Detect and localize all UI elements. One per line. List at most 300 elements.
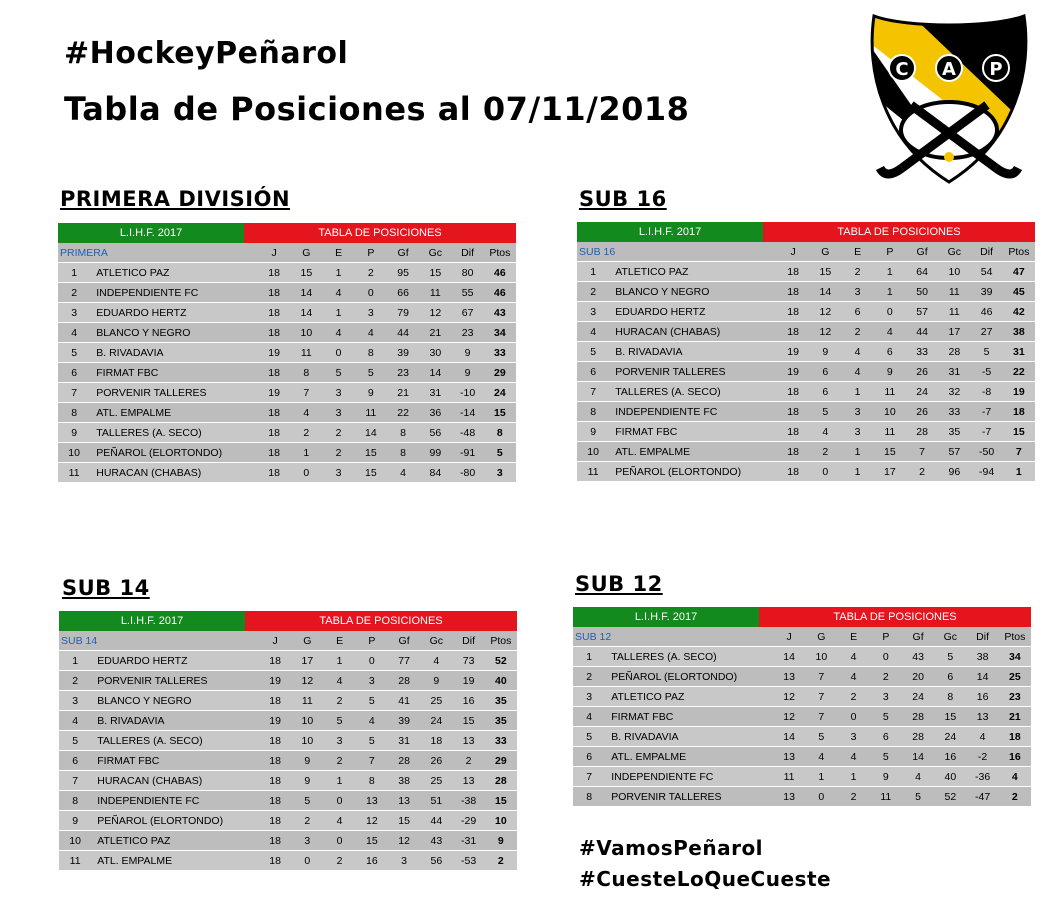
team-name-cell: EDUARDO HERTZ: [91, 651, 259, 671]
table-row: [577, 322, 1035, 342]
stat-cell: 56: [420, 851, 452, 871]
stat-cell: 2: [841, 322, 873, 342]
stat-cell: 2: [323, 691, 355, 711]
stat-cell: 5: [809, 402, 841, 422]
stat-cell: 23: [387, 363, 419, 383]
stat-cell: 13: [356, 791, 388, 811]
stat-cell: 80: [451, 263, 483, 283]
logo-letter-c: C: [895, 59, 909, 80]
stat-cell: 7: [356, 751, 388, 771]
position-cell: 11: [577, 462, 609, 482]
stat-cell: -38: [452, 791, 484, 811]
stat-cell: 15: [355, 443, 387, 463]
column-header: E: [323, 631, 355, 651]
stat-cell: 0: [291, 851, 323, 871]
stat-cell: 18: [258, 363, 290, 383]
team-name-cell: HURACAN (CHABAS): [90, 463, 258, 483]
column-header: P: [355, 243, 387, 263]
stat-cell: 13: [773, 747, 805, 767]
stat-cell: 5: [902, 787, 934, 807]
column-header: G: [290, 243, 322, 263]
stat-cell: -47: [966, 787, 998, 807]
position-cell: 3: [58, 303, 90, 323]
stat-cell: 4: [323, 811, 355, 831]
stat-cell: 5: [870, 747, 902, 767]
stat-cell: 10: [291, 711, 323, 731]
points-cell: 25: [999, 667, 1031, 687]
points-cell: 34: [999, 647, 1031, 667]
position-cell: 3: [59, 691, 91, 711]
points-cell: 10: [485, 811, 517, 831]
stat-cell: 99: [419, 443, 451, 463]
stat-cell: 5: [870, 707, 902, 727]
stat-cell: 19: [777, 342, 809, 362]
stat-cell: 5: [805, 727, 837, 747]
points-cell: 1: [1003, 462, 1035, 482]
stat-cell: 2: [870, 667, 902, 687]
stat-cell: 14: [290, 303, 322, 323]
stat-cell: 18: [259, 751, 291, 771]
stat-cell: 9: [451, 343, 483, 363]
team-name-cell: B. RIVADAVIA: [609, 342, 777, 362]
stat-cell: 2: [322, 423, 354, 443]
team-name-cell: ATL. EMPALME: [605, 747, 773, 767]
position-cell: 8: [58, 403, 90, 423]
stat-cell: 28: [902, 707, 934, 727]
stat-cell: 17: [938, 322, 970, 342]
standings-table-primera: [58, 223, 516, 483]
stat-cell: 18: [777, 322, 809, 342]
stat-cell: 2: [291, 811, 323, 831]
stat-cell: 9: [451, 363, 483, 383]
table-row: [577, 302, 1035, 322]
points-cell: 8: [484, 423, 516, 443]
stat-cell: 9: [809, 342, 841, 362]
position-cell: 8: [577, 402, 609, 422]
stat-cell: 3: [323, 731, 355, 751]
stat-cell: 7: [906, 442, 938, 462]
table-header-bar: [58, 223, 516, 243]
stat-cell: 18: [777, 382, 809, 402]
team-name-cell: PEÑAROL (ELORTONDO): [609, 462, 777, 482]
team-name-cell: ATLETICO PAZ: [90, 263, 258, 283]
stat-cell: 5: [323, 711, 355, 731]
stat-cell: 57: [906, 302, 938, 322]
position-cell: 10: [58, 443, 90, 463]
stat-cell: 19: [258, 343, 290, 363]
division-label: SUB 12: [573, 627, 773, 647]
position-cell: 6: [58, 363, 90, 383]
points-cell: 29: [484, 363, 516, 383]
points-cell: 35: [485, 691, 517, 711]
stat-cell: 79: [387, 303, 419, 323]
stat-cell: 18: [258, 463, 290, 483]
table-row: [59, 751, 517, 771]
division-label: PRIMERA: [58, 243, 258, 263]
table-row: [59, 811, 517, 831]
stat-cell: -8: [970, 382, 1002, 402]
stat-cell: 32: [938, 382, 970, 402]
stat-cell: 10: [805, 647, 837, 667]
column-header: G: [809, 242, 841, 262]
table-row: [577, 282, 1035, 302]
stat-cell: 28: [902, 727, 934, 747]
points-cell: 42: [1003, 302, 1035, 322]
stat-cell: 8: [356, 771, 388, 791]
position-cell: 11: [58, 463, 90, 483]
stat-cell: 2: [323, 751, 355, 771]
stat-cell: 39: [387, 343, 419, 363]
position-cell: 6: [573, 747, 605, 767]
stat-cell: 2: [355, 263, 387, 283]
stat-cell: 13: [388, 791, 420, 811]
stat-cell: 16: [966, 687, 998, 707]
section-title-sub14: SUB 14: [62, 576, 150, 600]
stat-cell: 2: [837, 687, 869, 707]
stat-cell: 6: [809, 362, 841, 382]
stat-cell: -29: [452, 811, 484, 831]
stat-cell: 24: [906, 382, 938, 402]
stat-cell: 36: [419, 403, 451, 423]
points-cell: 7: [1003, 442, 1035, 462]
stat-cell: 11: [290, 343, 322, 363]
stat-cell: 9: [291, 771, 323, 791]
table-row: [577, 262, 1035, 282]
stat-cell: 28: [388, 751, 420, 771]
table-row: [58, 323, 516, 343]
stat-cell: 3: [291, 831, 323, 851]
stat-cell: 1: [805, 767, 837, 787]
stat-cell: -36: [966, 767, 998, 787]
column-header: Gf: [906, 242, 938, 262]
stat-cell: 11: [291, 691, 323, 711]
points-cell: 15: [485, 791, 517, 811]
team-name-cell: ATLETICO PAZ: [91, 831, 259, 851]
team-name-cell: ATL. EMPALME: [90, 403, 258, 423]
stat-cell: 18: [258, 323, 290, 343]
section-title-sub16: SUB 16: [579, 187, 667, 211]
standings-label: TABLA DE POSICIONES: [244, 223, 516, 243]
table-row: [577, 382, 1035, 402]
column-header: Ptos: [485, 631, 517, 651]
stat-cell: 18: [258, 423, 290, 443]
table-row: [59, 851, 517, 871]
stat-cell: 22: [387, 403, 419, 423]
stat-cell: 4: [805, 747, 837, 767]
table-row: [573, 647, 1031, 667]
stat-cell: 1: [322, 303, 354, 323]
stat-cell: 41: [388, 691, 420, 711]
team-name-cell: B. RIVADAVIA: [605, 727, 773, 747]
stat-cell: 7: [805, 687, 837, 707]
team-name-cell: HURACAN (CHABAS): [91, 771, 259, 791]
stat-cell: 3: [388, 851, 420, 871]
points-cell: 46: [484, 283, 516, 303]
stat-cell: 38: [388, 771, 420, 791]
stat-cell: 8: [290, 363, 322, 383]
stat-cell: 3: [841, 402, 873, 422]
stat-cell: 3: [837, 727, 869, 747]
stat-cell: 12: [773, 687, 805, 707]
stat-cell: 18: [258, 443, 290, 463]
team-name-cell: PEÑAROL (ELORTONDO): [605, 667, 773, 687]
position-cell: 8: [573, 787, 605, 807]
stat-cell: 24: [934, 727, 966, 747]
points-cell: 29: [485, 751, 517, 771]
league-label: L.I.H.F. 2017: [577, 222, 763, 242]
team-name-cell: ATL. EMPALME: [91, 851, 259, 871]
points-cell: 23: [999, 687, 1031, 707]
stat-cell: 9: [870, 767, 902, 787]
table-row: [58, 463, 516, 483]
stat-cell: -10: [451, 383, 483, 403]
stat-cell: 27: [970, 322, 1002, 342]
position-cell: 6: [59, 751, 91, 771]
stat-cell: 39: [970, 282, 1002, 302]
stat-cell: 14: [902, 747, 934, 767]
stat-cell: 51: [420, 791, 452, 811]
stat-cell: 13: [452, 771, 484, 791]
stat-cell: 10: [290, 323, 322, 343]
stat-cell: -50: [970, 442, 1002, 462]
position-cell: 9: [58, 423, 90, 443]
stat-cell: 18: [258, 263, 290, 283]
team-name-cell: B. RIVADAVIA: [91, 711, 259, 731]
stat-cell: 0: [837, 707, 869, 727]
stat-cell: 12: [809, 302, 841, 322]
standings-table-sub16: [577, 222, 1035, 482]
points-cell: 19: [1003, 382, 1035, 402]
position-cell: 2: [573, 667, 605, 687]
table-row: [59, 731, 517, 751]
stat-cell: 2: [809, 442, 841, 462]
points-cell: 33: [484, 343, 516, 363]
position-cell: 7: [577, 382, 609, 402]
stat-cell: 18: [777, 422, 809, 442]
stat-cell: 18: [777, 442, 809, 462]
stat-cell: 15: [452, 711, 484, 731]
stat-cell: 43: [420, 831, 452, 851]
stat-cell: 6: [841, 302, 873, 322]
stat-cell: 4: [837, 647, 869, 667]
stat-cell: 1: [841, 382, 873, 402]
position-cell: 10: [59, 831, 91, 851]
points-cell: 15: [1003, 422, 1035, 442]
stat-cell: 1: [841, 442, 873, 462]
stat-cell: 52: [934, 787, 966, 807]
position-cell: 1: [59, 651, 91, 671]
position-cell: 11: [59, 851, 91, 871]
team-name-cell: EDUARDO HERTZ: [90, 303, 258, 323]
column-header: Gc: [938, 242, 970, 262]
table-row: [573, 667, 1031, 687]
stat-cell: 5: [322, 363, 354, 383]
stat-cell: 16: [452, 691, 484, 711]
stat-cell: 11: [870, 787, 902, 807]
stat-cell: 4: [290, 403, 322, 423]
column-header: P: [874, 242, 906, 262]
stat-cell: 1: [323, 651, 355, 671]
points-cell: 21: [999, 707, 1031, 727]
points-cell: 28: [485, 771, 517, 791]
column-header: J: [773, 627, 805, 647]
stat-cell: 1: [290, 443, 322, 463]
stat-cell: 24: [902, 687, 934, 707]
division-label: SUB 16: [577, 242, 777, 262]
points-cell: 40: [485, 671, 517, 691]
stat-cell: 15: [290, 263, 322, 283]
points-cell: 45: [1003, 282, 1035, 302]
stat-cell: 12: [809, 322, 841, 342]
stat-cell: 2: [906, 462, 938, 482]
column-header: E: [322, 243, 354, 263]
column-header: P: [870, 627, 902, 647]
team-name-cell: PORVENIR TALLERES: [91, 671, 259, 691]
stat-cell: 18: [258, 303, 290, 323]
stat-cell: -53: [452, 851, 484, 871]
stat-cell: 5: [356, 691, 388, 711]
stat-cell: 21: [419, 323, 451, 343]
stat-cell: 19: [259, 671, 291, 691]
stat-cell: 26: [420, 751, 452, 771]
stat-cell: 4: [809, 422, 841, 442]
standings-table-sub14: [59, 611, 517, 871]
stat-cell: 8: [387, 443, 419, 463]
stat-cell: 1: [323, 771, 355, 791]
stat-cell: 30: [419, 343, 451, 363]
column-header: Gf: [388, 631, 420, 651]
points-cell: 18: [999, 727, 1031, 747]
column-header-row: [577, 242, 1035, 262]
standings-label: TABLA DE POSICIONES: [245, 611, 517, 631]
team-name-cell: ATL. EMPALME: [609, 442, 777, 462]
table-row: [577, 422, 1035, 442]
stat-cell: 11: [773, 767, 805, 787]
stat-cell: 17: [291, 651, 323, 671]
stat-cell: 15: [419, 263, 451, 283]
column-header: G: [805, 627, 837, 647]
position-cell: 2: [58, 283, 90, 303]
stat-cell: 3: [356, 671, 388, 691]
stat-cell: 3: [322, 403, 354, 423]
stat-cell: 4: [355, 323, 387, 343]
points-cell: 15: [484, 403, 516, 423]
position-cell: 7: [573, 767, 605, 787]
stat-cell: 18: [420, 731, 452, 751]
table-row: [577, 342, 1035, 362]
stat-cell: 15: [874, 442, 906, 462]
stat-cell: -94: [970, 462, 1002, 482]
stat-cell: 15: [934, 707, 966, 727]
team-name-cell: TALLERES (A. SECO): [605, 647, 773, 667]
table-row: [59, 671, 517, 691]
points-cell: 46: [484, 263, 516, 283]
stat-cell: 73: [452, 651, 484, 671]
stat-cell: 23: [451, 323, 483, 343]
stat-cell: 5: [934, 647, 966, 667]
stat-cell: 3: [322, 463, 354, 483]
stat-cell: 17: [874, 462, 906, 482]
team-name-cell: TALLERES (A. SECO): [609, 382, 777, 402]
team-name-cell: HURACAN (CHABAS): [609, 322, 777, 342]
stat-cell: 9: [291, 751, 323, 771]
column-header: G: [291, 631, 323, 651]
stat-cell: 14: [809, 282, 841, 302]
stat-cell: 57: [938, 442, 970, 462]
stat-cell: -7: [970, 402, 1002, 422]
stat-cell: 18: [259, 831, 291, 851]
column-header: E: [841, 242, 873, 262]
stat-cell: 0: [322, 343, 354, 363]
league-label: L.I.H.F. 2017: [59, 611, 245, 631]
column-header: Ptos: [999, 627, 1031, 647]
points-cell: 43: [484, 303, 516, 323]
stat-cell: 28: [388, 671, 420, 691]
stat-cell: 12: [419, 303, 451, 323]
stat-cell: 44: [387, 323, 419, 343]
stat-cell: 6: [809, 382, 841, 402]
stat-cell: 64: [906, 262, 938, 282]
league-label: L.I.H.F. 2017: [58, 223, 244, 243]
stat-cell: 0: [356, 651, 388, 671]
stat-cell: 40: [934, 767, 966, 787]
stat-cell: 18: [777, 262, 809, 282]
stat-cell: 5: [291, 791, 323, 811]
stat-cell: 54: [970, 262, 1002, 282]
team-name-cell: FIRMAT FBC: [605, 707, 773, 727]
stat-cell: 6: [870, 727, 902, 747]
points-cell: 24: [484, 383, 516, 403]
stat-cell: 4: [387, 463, 419, 483]
table-row: [58, 283, 516, 303]
stat-cell: 26: [906, 362, 938, 382]
points-cell: 9: [485, 831, 517, 851]
table-row: [573, 687, 1031, 707]
stat-cell: 18: [777, 402, 809, 422]
section-title-sub12: SUB 12: [575, 572, 663, 596]
stat-cell: 0: [323, 791, 355, 811]
stat-cell: 13: [773, 787, 805, 807]
stat-cell: 18: [259, 651, 291, 671]
stat-cell: 18: [258, 403, 290, 423]
team-name-cell: ATLETICO PAZ: [609, 262, 777, 282]
stat-cell: 18: [259, 691, 291, 711]
stat-cell: 4: [874, 322, 906, 342]
table-row: [58, 363, 516, 383]
table-row: [59, 771, 517, 791]
team-name-cell: B. RIVADAVIA: [90, 343, 258, 363]
stat-cell: -80: [451, 463, 483, 483]
stat-cell: 9: [420, 671, 452, 691]
stat-cell: 5: [356, 731, 388, 751]
table-row: [58, 343, 516, 363]
stat-cell: 25: [420, 771, 452, 791]
position-cell: 5: [59, 731, 91, 751]
team-name-cell: PEÑAROL (ELORTONDO): [91, 811, 259, 831]
club-shield-logo: [866, 10, 1032, 190]
stat-cell: 0: [290, 463, 322, 483]
column-header: Gf: [902, 627, 934, 647]
team-name-cell: FIRMAT FBC: [90, 363, 258, 383]
stat-cell: 14: [419, 363, 451, 383]
position-cell: 8: [59, 791, 91, 811]
stat-cell: 2: [837, 787, 869, 807]
stat-cell: 11: [874, 422, 906, 442]
stat-cell: 20: [902, 667, 934, 687]
column-header: Dif: [451, 243, 483, 263]
team-name-cell: INDEPENDIENTE FC: [91, 791, 259, 811]
stat-cell: 3: [322, 383, 354, 403]
